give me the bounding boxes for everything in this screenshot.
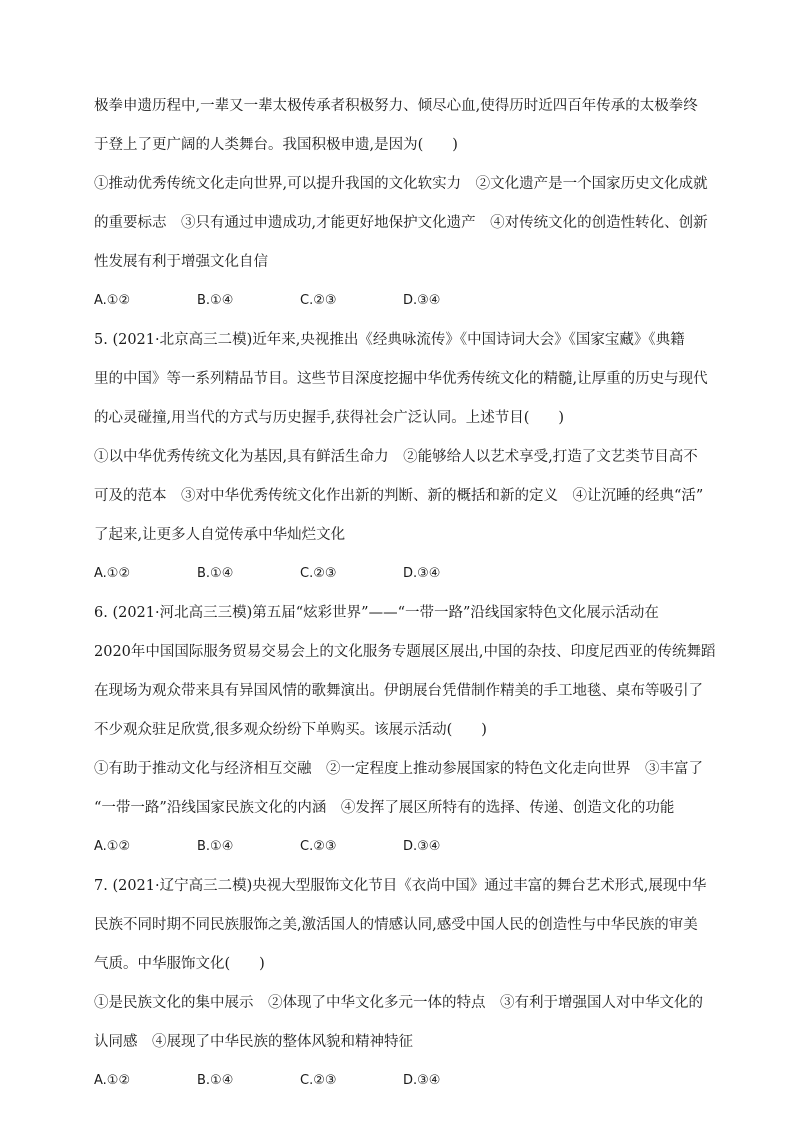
stem-line: 6. (2021·河北高三三模)第五届“炫彩世界”——“一带一路”沿线国家特色文化展示活动在 [94,605,659,621]
stem-line: 极拳申遗历程中,一辈又一辈太极传承者积极努力、倾尽心血,使得历时近四百年传承的太极拳终 [94,98,698,114]
option-c[interactable]: C.②③ [300,839,337,854]
stem-line: 5. (2021·北京高三二模)近年来,央视推出《经典咏流传》《中国诗词大会》《国家宝藏》《典籍 [94,332,685,348]
statement-line: ①是民族文化的集中展示 ②体现了中华文化多元一体的特点 ③有利于增强国人对中华文化的 [94,995,703,1011]
stem-line: 不少观众驻足欣赏,很多观众纷纷下单购买。该展示活动( ) [94,722,487,738]
stem-line: 在现场为观众带来具有异国风情的歌舞演出。伊朗展台凭借制作精美的手工地毯、桌布等吸引了 [94,683,703,699]
statement-list [94,759,706,818]
option-d[interactable]: D.③④ [403,1073,441,1088]
statement-line: ①推动优秀传统文化走向世界,可以提升我国的文化软实力 ②文化遗产是一个国家历史文化成就 [94,176,708,192]
statement-line: ①有助于推动文化与经济相互交融 ②一定程度上推动参展国家的特色文化走向世界 ③丰富了 [94,761,703,777]
option-b[interactable]: B.①④ [197,293,234,308]
option-d[interactable]: D.③④ [403,293,441,308]
question-7 [94,876,706,1091]
answer-options [94,1071,706,1091]
option-b[interactable]: B.①④ [197,839,234,854]
option-c[interactable]: C.②③ [300,293,337,308]
option-a[interactable]: A.①② [94,293,131,308]
question-stem [94,876,706,974]
option-c[interactable]: C.②③ [300,1073,337,1088]
statement-line: 性发展有利于增强文化自信 [94,254,268,270]
statement-line: ①以中华优秀传统文化为基因,具有鲜活生命力 ②能够给人以艺术享受,打造了文艺类节目高不 [94,449,698,465]
answer-options [94,564,706,584]
stem-line: 7. (2021·辽宁高三二模)央视大型服饰文化节目《衣尚中国》通过丰富的舞台艺术形式,展现中华 [94,878,707,894]
option-a[interactable]: A.①② [94,839,131,854]
answer-options [94,291,706,311]
question-5 [94,330,706,584]
statement-list [94,174,706,272]
stem-line: 2020年中国国际服务贸易交易会上的文化服务专题展区展出,中国的杂技、印度尼西亚的传统舞蹈 [94,644,716,660]
question-stem [94,96,706,155]
option-c[interactable]: C.②③ [300,566,337,581]
answer-options [94,837,706,857]
option-b[interactable]: B.①④ [197,1073,234,1088]
stem-line: 民族不同时期不同民族服饰之美,激活国人的情感认同,感受中国人民的创造性与中华民族的审美 [94,917,698,933]
question-4-continued [94,96,706,311]
stem-line: 里的中国》等一系列精品节目。这些节目深度挖掘中华优秀传统文化的精髓,让厚重的历史与现代 [94,371,708,387]
question-stem [94,330,706,428]
statement-line: 的重要标志 ③只有通过申遗成功,才能更好地保护文化遗产 ④对传统文化的创造性转化、创新 [94,215,708,231]
option-d[interactable]: D.③④ [403,839,441,854]
statement-line: “一带一路”沿线国家民族文化的内涵 ④发挥了展区所特有的选择、传递、创造文化的功能 [94,800,675,816]
stem-line: 于登上了更广阔的人类舞台。我国积极申遗,是因为( ) [94,137,458,153]
option-d[interactable]: D.③④ [403,566,441,581]
statement-list [94,447,706,545]
stem-line: 的心灵碰撞,用当代的方式与历史握手,获得社会广泛认同。上述节目( ) [94,410,565,426]
option-a[interactable]: A.①② [94,566,131,581]
document-page [94,96,716,1110]
option-b[interactable]: B.①④ [197,566,234,581]
statement-line: 可及的范本 ③对中华优秀传统文化作出新的判断、新的概括和新的定义 ④让沉睡的经典“活” [94,488,704,504]
option-a[interactable]: A.①② [94,1073,131,1088]
question-6 [94,603,716,857]
statement-line: 认同感 ④展现了中华民族的整体风貌和精神特征 [94,1034,413,1050]
statement-line: 了起来,让更多人自觉传承中华灿烂文化 [94,527,346,543]
question-stem [94,603,716,740]
stem-line: 气质。中华服饰文化( ) [94,956,265,972]
statement-list [94,993,706,1052]
